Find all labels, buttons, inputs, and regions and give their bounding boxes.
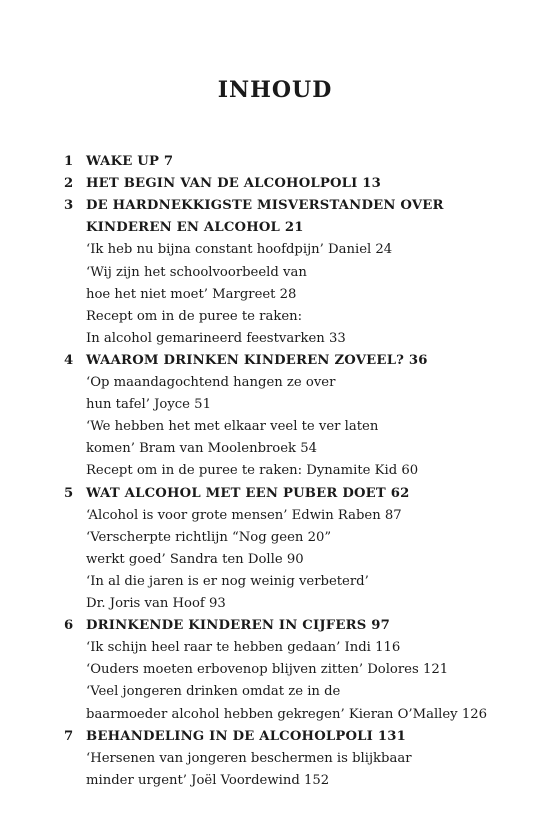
- toc-subentry-line: Dr. Joris van Hoof 93: [86, 596, 226, 611]
- toc-subentry-line: ‘Ik schijn heel raar te hebben gedaan’ Indi 116: [86, 640, 401, 656]
- toc-subentry-line: ‘Hersenen van jongeren beschermen is blijkbaar: [86, 750, 412, 766]
- toc-subentry-line: ‘Ik heb nu bijna constant hoofdpijn’ Daniel 24: [86, 242, 393, 258]
- chapter-number: 3: [64, 198, 74, 214]
- toc-subentry-line: hoe het niet moet’ Margreet 28: [86, 286, 297, 302]
- toc-chapter-line: KINDEREN EN ALCOHOL 21: [86, 220, 304, 236]
- toc-chapter-line: BEHANDELING IN DE ALCOHOLPOLI 131: [86, 728, 406, 744]
- toc-subentry-line: minder urgent’ Joël Voordewind 152: [86, 772, 330, 788]
- toc-subentry-line: komen’ Bram van Moolenbroek 54: [86, 441, 318, 457]
- chapter-number: 4: [64, 352, 74, 368]
- toc-subentry-line: In alcohol gemarineerd feestvarken 33: [86, 330, 346, 346]
- chapter-number: 7: [64, 728, 74, 744]
- toc-subentry-line: ‘Op maandagochtend hangen ze over: [86, 375, 336, 390]
- toc-subentry-line: ‘Alcohol is voor grote mensen’ Edwin Raben 87: [86, 507, 402, 523]
- toc-subentry-line: ‘Wij zijn het schoolvoorbeeld van: [86, 264, 307, 280]
- toc-subentry-line: Recept om in de puree te raken:: [86, 308, 303, 324]
- toc-subentry-line: hun tafel’ Joyce 51: [86, 397, 211, 413]
- chapter-number: 2: [64, 176, 74, 192]
- toc-subentry-line: ‘Verscherpte richtlijn “Nog geen 20”: [86, 529, 332, 545]
- toc-subentry-line: Recept om in de puree te raken: Dynamite Kid 60: [86, 463, 419, 479]
- toc-chapter-line: WAAROM DRINKEN KINDEREN ZOVEEL? 36: [86, 352, 428, 368]
- toc-subentry-line: ‘Ouders moeten erbovenop blijven zitten’ Dolores 121: [86, 662, 449, 678]
- toc-subentry-line: ‘In al die jaren is er nog weinig verbeterd’: [86, 573, 369, 589]
- chapter-number: 1: [64, 154, 74, 169]
- toc-subentry-line: ‘Veel jongeren drinken omdat ze in de: [86, 684, 341, 700]
- chapter-number: 6: [64, 618, 74, 634]
- toc-subentry-line: werkt goed’ Sandra ten Dolle 90: [86, 551, 304, 567]
- toc-chapter-line: DRINKENDE KINDEREN IN CIJFERS 97: [86, 618, 391, 634]
- toc-chapter-line: DE HARDNEKKIGSTE MISVERSTANDEN OVER: [86, 198, 444, 214]
- chapter-number: 5: [64, 485, 74, 501]
- toc-subentry-line: ‘We hebben het met elkaar veel te ver laten: [86, 419, 379, 435]
- toc-chapter-line: WAT ALCOHOL MET EEN PUBER DOET 62: [86, 485, 410, 501]
- toc-chapter-line: HET BEGIN VAN DE ALCOHOLPOLI 13: [86, 176, 382, 192]
- toc-subentry-line: baarmoeder alcohol hebben gekregen’ Kieran O’Malley 126: [86, 706, 487, 722]
- page-title: INHOUD: [217, 76, 333, 103]
- toc-chapter-line: WAKE UP 7: [86, 154, 174, 169]
